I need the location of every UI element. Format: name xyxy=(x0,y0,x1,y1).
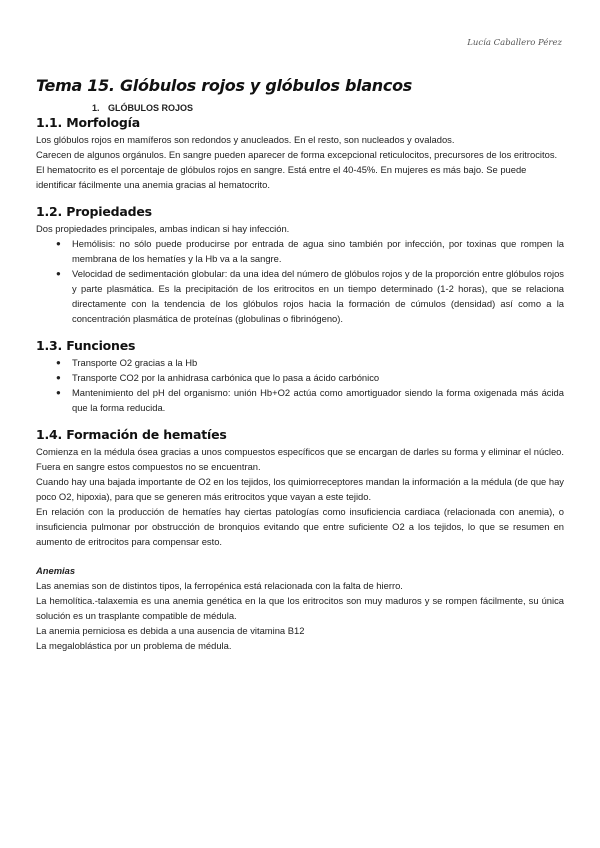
heading-text: GLÓBULOS ROJOS xyxy=(108,103,194,113)
list-item: ● Velocidad de sedimentación globular: da una idea del número de glóbulos rojos y de la proporción entre glóbulos rojos y parte plasmática. Es la precipitación de los eritrocitos en un tiempo determinado (1-2 horas), que se relaciona directamente con la tendencia de los glóbulos rojos hacia la formación de cúmulos (densidad) así como a la concentración plasmática de proteínas (globulinas o fibrinógeno). xyxy=(56,268,564,324)
section-heading-morfologia: 1.1. Morfología xyxy=(36,115,141,130)
section-heading-formacion: 1.4. Formación de hematíes xyxy=(36,427,227,442)
list-item: ● Transporte O2 gracias a la Hb xyxy=(56,357,198,368)
paragraph: El hematocrito es el porcentaje de glóbulos rojos en sangre. Está entre el 40-45%. En mujeres es más bajo. Se puede identificar fácilmente una anemia gracias al hematocrito. xyxy=(36,164,527,190)
paragraph: Comienza en la médula ósea gracias a unos compuestos específicos que se encargan de darles su forma y eliminar el núcleo. Fuera en sangre estos compuestos no se encuentran. xyxy=(36,446,564,472)
section-heading-propiedades: 1.2. Propiedades xyxy=(36,204,152,219)
list-item: ● Mantenimiento del pH del organismo: unión Hb+O2 actúa como amortiguador siendo la forma oxigenada más ácida que la forma reducida. xyxy=(56,387,564,413)
paragraph: La megaloblástica por un problema de médula. xyxy=(36,640,232,651)
document-body xyxy=(36,76,564,653)
list-item: ● Transporte CO2 por la anhidrasa carbónica que lo pasa a ácido carbónico xyxy=(56,372,380,383)
paragraph: Las anemias son de distintos tipos, la ferropénica está relacionada con la falta de hierro. xyxy=(36,580,403,591)
heading-number: 1. xyxy=(92,103,100,113)
paragraph: Cuando hay una bajada importante de O2 en los tejidos, los quimiorreceptores mandan la información a la médula (de que hay poco O2, hipoxia), para que se generen más eritrocitos yque vayan a este tejido. xyxy=(36,476,564,502)
list-item: ● Hemólisis: no sólo puede producirse por entrada de agua sino también por infección, por toxinas que rompen la membrana de los hematíes y la Hb va a la sangre. xyxy=(56,238,564,264)
subheading-anemias: Anemias xyxy=(36,565,76,576)
bullet-icon: ● xyxy=(56,269,61,278)
author-name: Lucía Caballero Pérez xyxy=(467,38,562,48)
bullet-list xyxy=(36,236,564,326)
paragraph: Carecen de algunos orgánulos. En sangre pueden aparecer de forma excepcional reticulocitos, precursores de los eritrocitos. xyxy=(36,149,558,160)
section-heading-funciones: 1.3. Funciones xyxy=(36,338,136,353)
paragraph: En relación con la producción de hematíes hay ciertas patologías como insuficiencia cardiaca (relacionada con anemia), o insuficiencia pulmonar por obstrucción de bronquios evitando que entre suficiente O2 a los tejidos, lo que se resumen en aumento de eritrocitos para compensar esto. xyxy=(36,506,564,547)
bullet-icon: ● xyxy=(56,373,61,382)
paragraph: Los glóbulos rojos en mamíferos son redondos y anucleados. En el resto, son nucleados y ovalados. xyxy=(36,134,455,145)
paragraph: La anemia perniciosa es debida a una ausencia de vitamina B12 xyxy=(36,625,305,636)
bullet-icon: ● xyxy=(56,358,61,367)
paragraph: Dos propiedades principales, ambas indican si hay infección. xyxy=(36,223,290,234)
bullet-icon: ● xyxy=(56,239,61,248)
bullet-list xyxy=(36,355,564,415)
paragraph: La hemolítica.-talaxemia es una anemia genética en la que los eritrocitos son muy maduros y se rompen fácilmente, su única solución es un trasplante compatible de médula. xyxy=(36,595,564,621)
document-title: Tema 15. Glóbulos rojos y glóbulos blancos xyxy=(36,76,413,95)
bullet-icon: ● xyxy=(56,388,61,397)
numbered-heading xyxy=(92,103,564,113)
